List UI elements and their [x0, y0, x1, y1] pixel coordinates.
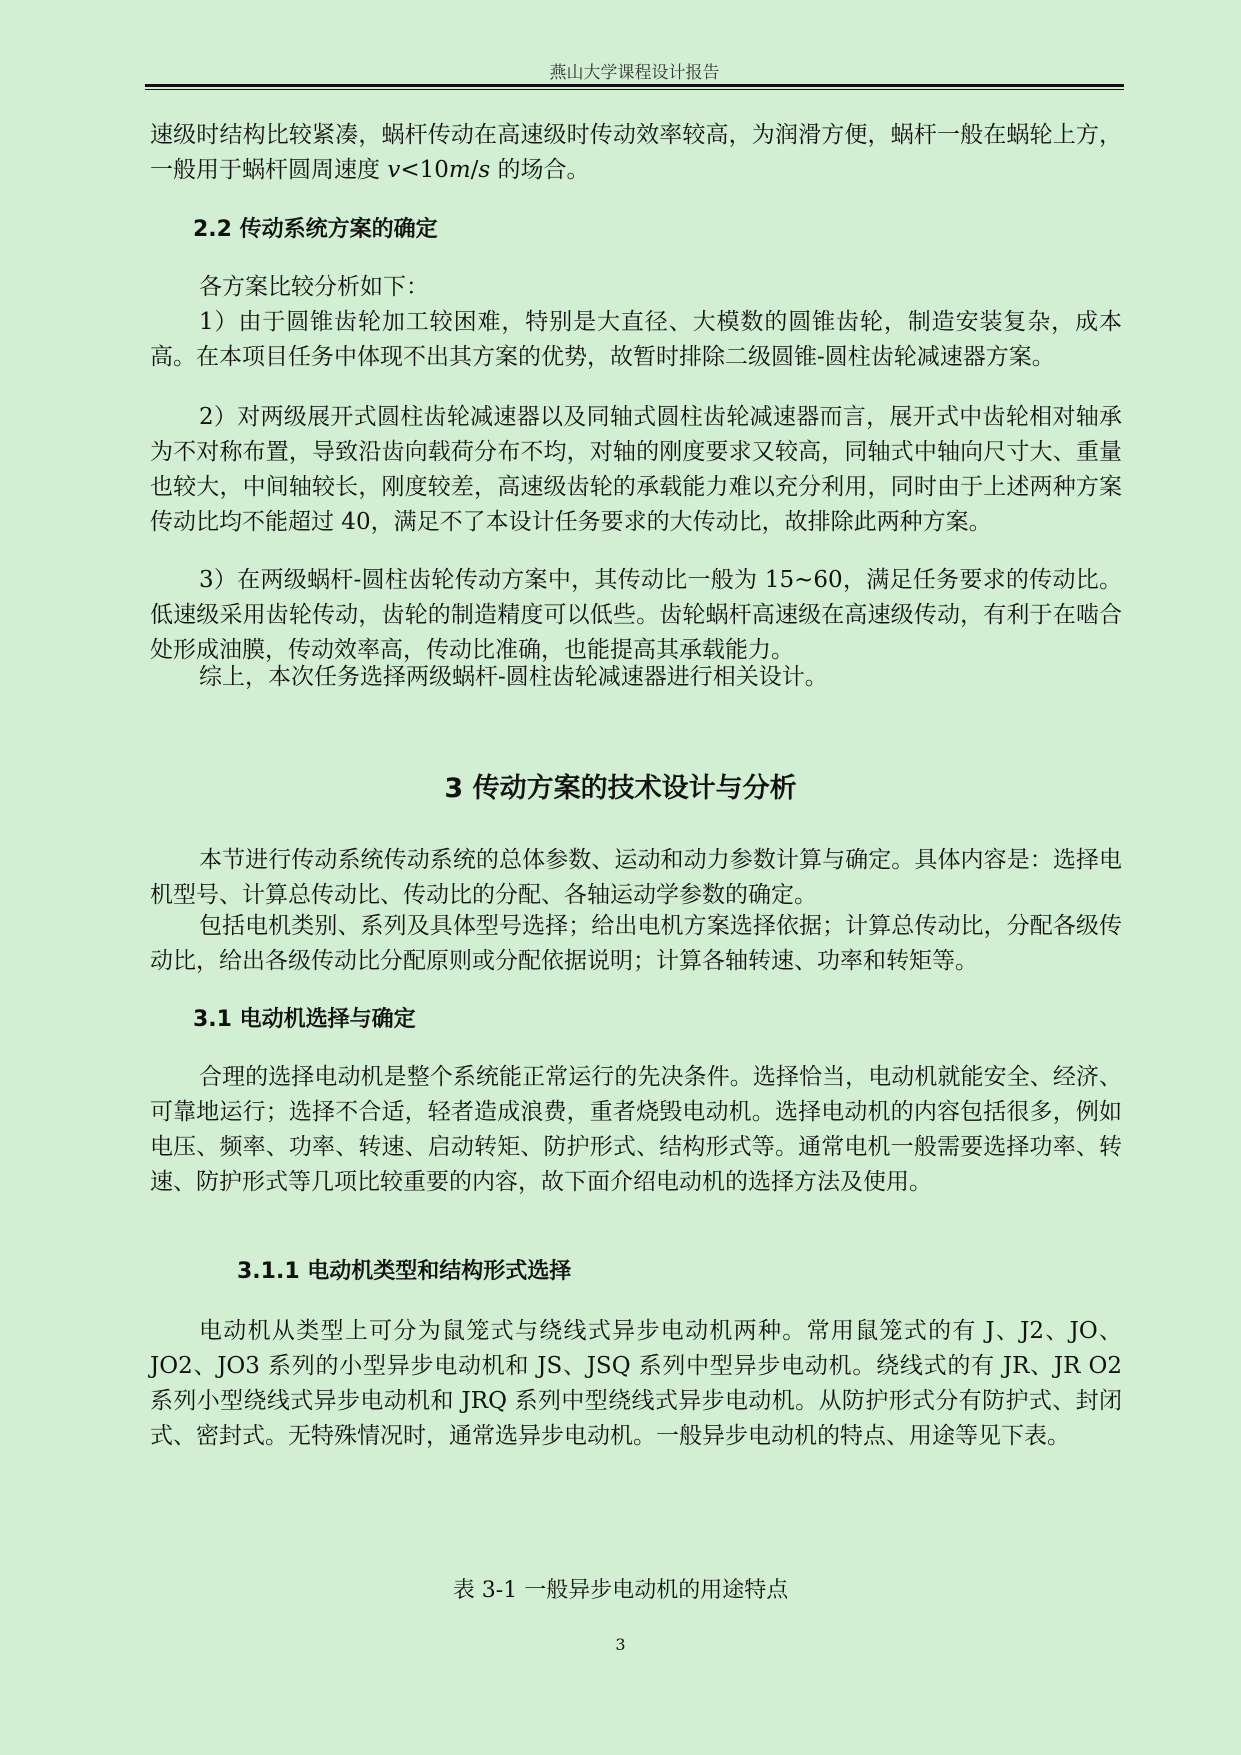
- heading-3-1: 3.1 电动机选择与确定: [193, 1007, 416, 1032]
- intro-paragraph: [150, 118, 1122, 188]
- s2-2-p2: 2）对两级展开式圆柱齿轮减速器以及同轴式圆柱齿轮减速器而言，展开式中齿轮相对轴承为不对称布置，导致沿齿向载荷分布不均，对轴的刚度要求又较高，同轴式中轴向尺寸大、重量也较大，中间轴较长，刚度较差，高速级齿轮的承载能力难以充分利用，同时由于上述两种方案传动比均不能超过 40，满足不了本设计任务要求的大传动比，故排除此两种方案。: [150, 404, 1122, 535]
- page-number: 3: [615, 1635, 626, 1654]
- header-rule-thin: [145, 89, 1124, 90]
- s2-2-p0: 各方案比较分析如下：: [199, 274, 429, 300]
- s3-p2: 包括电机类别、系列及具体型号选择；给出电机方案选择依据；计算总传动比，分配各级传动比，给出各级传动比分配原则或分配依据说明；计算各轴转速、功率和转矩等。: [150, 913, 1122, 974]
- unit-s: s: [478, 157, 491, 183]
- s3-1-p1: 合理的选择电动机是整个系统能正常运行的先决条件。选择恰当，电动机就能安全、经济、可靠地运行；选择不合适，轻者造成浪费，重者烧毁电动机。选择电动机的内容包括很多，例如电压、频率、功率、转速、启动转矩、防护形式、结构形式等。通常电机一般需要选择功率、转速、防护形式等几项比较重要的内容，故下面介绍电动机的选择方法及使用。: [150, 1064, 1122, 1195]
- intro-tail: 的场合。: [490, 157, 590, 183]
- s3-1-1-p1: 电动机从类型上可分为鼠笼式与绕线式异步电动机两种。常用鼠笼式的有 J、J2、JO、JO2、JO3 系列的小型异步电动机和 JS、JSQ 系列中型异步电动机。绕线式的有 JR、JR O2 系列小型绕线式异步电动机和 JRQ 系列中型绕线式异步电动机。从防护形式分有防护式、封闭式、密封式。无特殊情况时，通常选异步电动机。一般异步电动机的特点、用途等见下表。: [150, 1318, 1122, 1449]
- header-rule-thick: [145, 84, 1124, 87]
- s2-2-p4: 综上，本次任务选择两级蜗杆-圆柱齿轮减速器进行相关设计。: [199, 664, 828, 690]
- s2-2-p3: 3）在两级蜗杆-圆柱齿轮传动方案中，其传动比一般为 15~60，满足任务要求的传动比。低速级采用齿轮传动，齿轮的制造精度可以低些。齿轮蜗杆高速级在高速级传动，有利于在啮合处形成油膜，传动效率高，传动比准确，也能提高其承载能力。: [150, 567, 1122, 663]
- s3-p1: 本节进行传动系统传动系统的总体参数、运动和动力参数计算与确定。具体内容是：选择电机型号、计算总传动比、传动比的分配、各轴运动学参数的确定。: [150, 847, 1122, 908]
- heading-2-2: 2.2 传动系统方案的确定: [193, 217, 438, 242]
- lt10: <10: [400, 157, 449, 183]
- heading-3: 3 传动方案的技术设计与分析: [444, 773, 797, 804]
- heading-3-1-1: 3.1.1 电动机类型和结构形式选择: [237, 1259, 572, 1284]
- table-caption: 表 3-1 一般异步电动机的用途特点: [452, 1578, 789, 1603]
- slash: /: [470, 157, 479, 183]
- intro-text: 速级时结构比较紧凑，蜗杆传动在高速级时传动效率较高，为润滑方便，蜗杆一般在蜗轮上方，一般用于蜗杆圆周速度: [150, 122, 1122, 183]
- page-header: 燕山大学课程设计报告: [549, 63, 720, 83]
- s2-2-p1: 1）由于圆锥齿轮加工较困难，特别是大直径、大模数的圆锥齿轮，制造安装复杂，成本高。在本项目任务中体现不出其方案的优势，故暂时排除二级圆锥-圆柱齿轮减速器方案。: [150, 309, 1122, 370]
- unit-m: m: [448, 157, 471, 183]
- var-v: v: [387, 157, 401, 183]
